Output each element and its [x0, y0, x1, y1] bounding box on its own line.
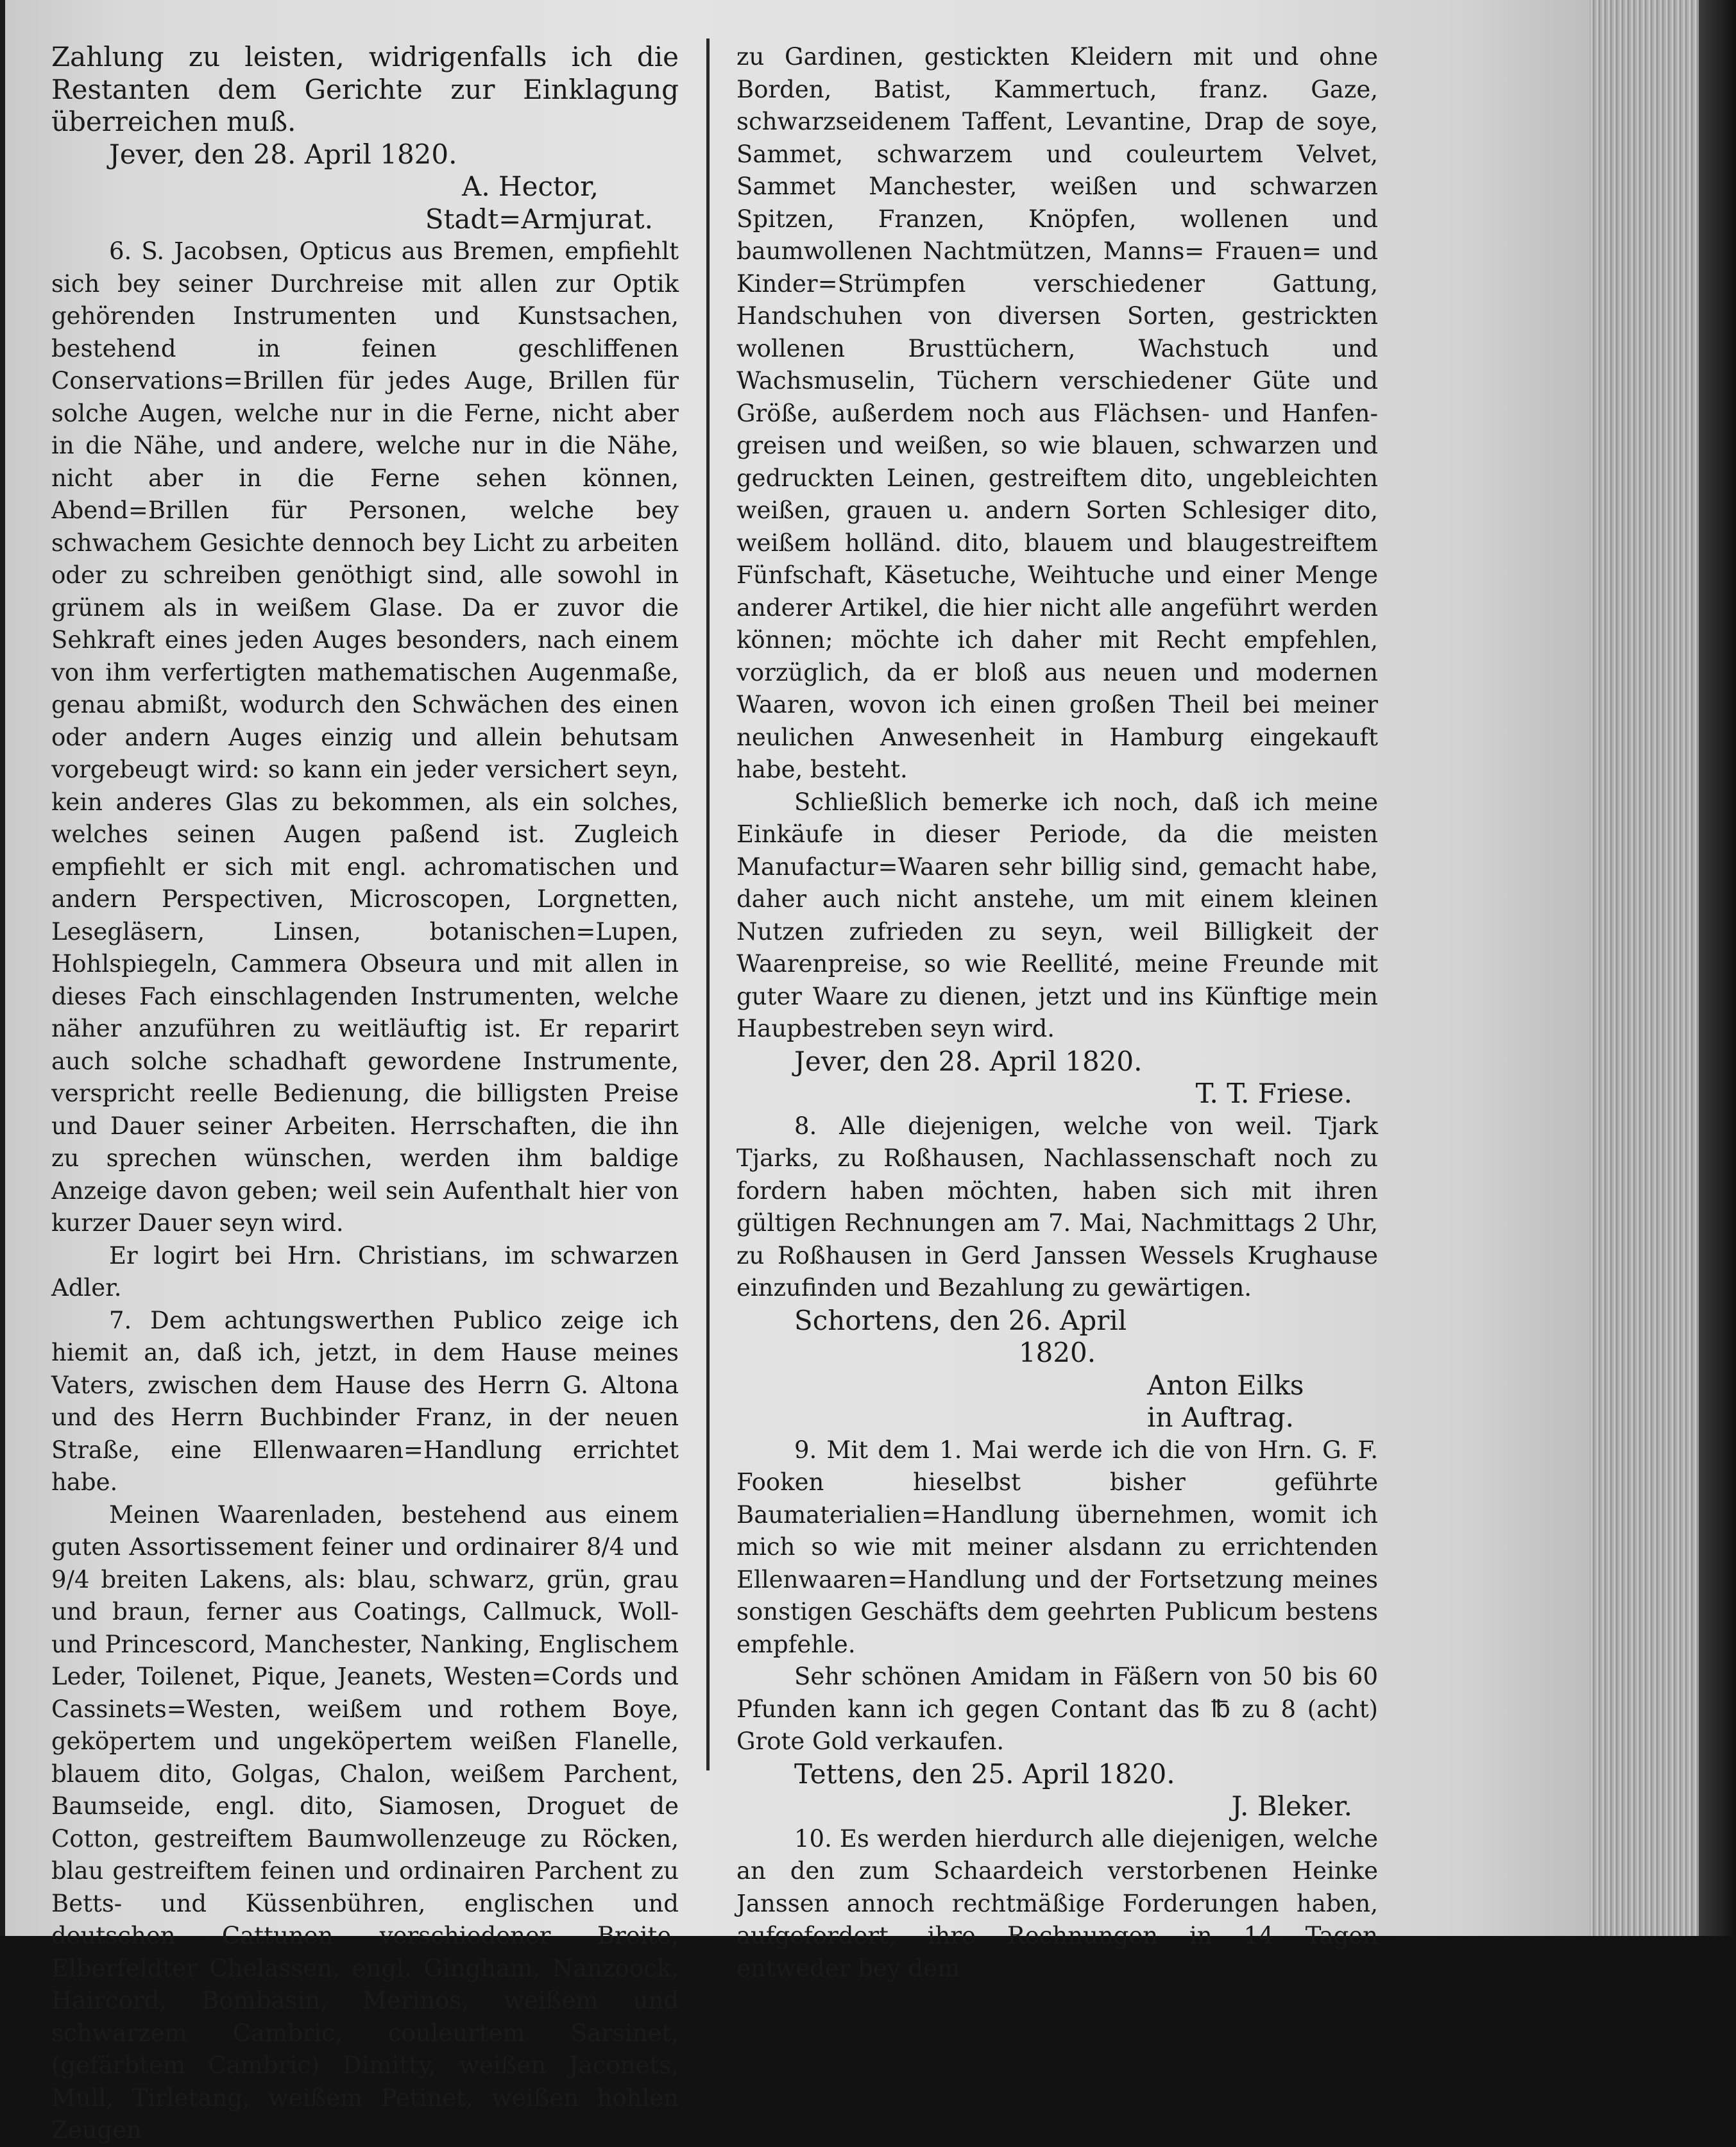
book-page-edges [1590, 0, 1699, 1936]
dateline-jever: Jever, den 28. April 1820. [109, 138, 457, 170]
advert-6-jacobsen: 6. S. Jacobsen, Opticus aus Bremen, empfiehlt sich bey seiner Durchreise mit allen zur Optik gehörenden Instrumenten und Kunstsachen, bestehend in feinen geschliffenen Conservations=Brillen für jedes Auge, Brillen für solche Augen, welche nur in die Ferne, nicht aber in die Nähe, und andere, welche nur in die Nähe, nicht aber in die Ferne sehen können, Abend=Brillen für Personen, welche bey schwachem Gesichte dennoch bey Licht zu arbeiten oder zu schreiben genöthigt sind, alle sowohl in grünem als in weißem Glase. Da er zuvor die Sehkraft eines jeden Auges besonders, nach einem von ihm verfertigten mathematischen Augenmaße, genau abmißt, wodurch den Schwächen des einen oder andern Auges einzig und allein behutsam vorgebeugt wird: so kann ein jeder versichert seyn, kein anderes Glas zu bekommen, als ein solches, welches seinen Augen paßend ist. Zugleich empfiehlt er sich mit engl. achromatischen und andern Perspectiven, Microscopen, Lorgnetten, Lesegläsern, Linsen, botanischen=Lupen, Hohlspiegeln, Cammera Obseura und mit allen in dieses Fach einschlagenden Instrumenten, welche näher anzuführen zu weitläuftig ist. Er reparirt auch solche schadhaft gewordene Instrumente, verspricht reelle Bedienung, die billigsten Preise und Dauer seiner Arbeiten. Herrschaften, die ihn zu sprechen wünschen, werden ihm baldige Anzeige davon geben; weil sein Aufenthalt hier von kurzer Dauer seyn wird. [51, 237, 679, 1237]
signature-title: Stadt=Armjurat. [425, 203, 653, 235]
dateline-schortens: Schortens, den 26. April [794, 1304, 1127, 1336]
advert-6-lodging: Er logirt bei Hrn. Christians, im schwarzen Adler. [51, 1241, 679, 1302]
signature-bleker: J. Bleker. [1231, 1790, 1352, 1822]
advert-7-goods: Meinen Waarenladen, bestehend aus einem guten Assortissement feiner und ordinairer 8/4 und 9/4 breiten Lakens, als: blau, schwarz, grün, grau und braun, ferner aus Coatings, Callmuck, Woll- und Princescord, Manchester, Nanking, Englischem Leder, Toilenet, Pique, Jeanets, Westen=Cords und Cassinets=Westen, weißem und rothem Boye, geköpertem und ungeköpertem weißen Flanelle, blauem dito, Golgas, Chalon, weißem Parchent, Baumseide, engl. dito, Siamosen, Droguet de Cotton, gestreiftem Baumwollenzeuge zu Röcken, blau gestreiftem feinen und ordinairen Parchent zu Betts- und Küssenbühren, englischen und deutschen Cattunen verschiedener Breite, Elberfeldter Chelassen, engl. Gingham, Nanzoock, Haircord, Bombasin, Merinos, weißem und schwarzem Cambric, couleurtem Sarsinet, (gefärbtem Cambric) Dimitty, weißen Jaconets, Mull, Tirletang, weißem Petinet, weißen hohlen Zeugen [51, 1500, 679, 2144]
newspaper-page [5, 0, 1590, 2144]
dateline-jever-2: Jever, den 28. April 1820. [794, 1045, 1143, 1077]
left-column [51, 41, 679, 2147]
advert-8-tjarks: 8. Alle diejenigen, welche von weil. Tjark Tjarks, zu Roßhausen, Nachlassenschaft noch zu fordern haben möchten, haben sich mit ihren gültigen Rechnungen am 7. Mai, Nachmittags 2 Uhr, zu Roßhausen in Gerd Janssen Wessels Krughause einzufinden und Bezahlung zu gewärtigen. [736, 1112, 1378, 1302]
advert-7-closing: Schließlich bemerke ich noch, daß ich meine Einkäufe in dieser Periode, da die meisten Manufactur=Waaren sehr billig sind, gemacht habe, daher auch nicht anstehe, um mit einem kleinen Nutzen zufrieden zu seyn, weil Billigkeit der Waarenpreise, so wie Reellité, meine Freunde mit guter Waare zu dienen, jetzt und ins Künftige mein Haupbestreben seyn wird. [736, 788, 1378, 1042]
signature-eilks: Anton Eilks [1147, 1369, 1304, 1401]
dateline-tettens: Tettens, den 25. April 1820. [794, 1758, 1175, 1790]
signature-eilks-role: in Auftrag. [1147, 1402, 1294, 1433]
signature-friese: T. T. Friese. [1195, 1078, 1352, 1109]
advert-9-bleker: 9. Mit dem 1. Mai werde ich die von Hrn. G. F. Fooken hieselbst bisher geführte Baumaterialien=Handlung übernehmen, womit ich mich so wie mit meiner alsdann zu errichtenden Ellenwaaren=Handlung und der Fortsetzung meines sonstigen Geschäfts dem geehrten Publicum bestens empfehle. [736, 1436, 1378, 1658]
dateline-year: 1820. [1018, 1337, 1096, 1368]
paragraph-payment-notice: Zahlung zu leisten, widrigenfalls ich die Restanten dem Gerichte zur Einklagung überreichen muß. [51, 41, 679, 137]
advert-7-intro: 7. Dem achtungswerthen Publico zeige ich hiemit an, daß ich, jetzt, in dem Hause meines Vaters, zwischen dem Hause des Herrn G. Altona und des Herrn Buchbinder Franz, in der neuen Straße, eine Ellenwaaren=Handlung errichtet habe. [51, 1306, 679, 1496]
advert-7-goods-continued: zu Gardinen, gestickten Kleidern mit und ohne Borden, Batist, Kammertuch, franz. Gaze, schwarzseidenem Taffent, Levantine, Drap de soye, Sammet, schwarzem und couleurtem Velvet, Sammet Manchester, weißen und schwarzen Spitzen, Franzen, Knöpfen, wollenen und baumwollenen Nachtmützen, Manns= Frauen= und Kinder=Strümpfen verschiedener Gattung, Handschuhen von diversen Sorten, gestrickten wollenen Brusttüchern, Wachstuch und Wachsmuselin, Tüchern verschiedener Güte und Größe, außerdem noch aus Flächsen- und Hanfen- greisen und weißen, so wie blauen, schwarzen und gedruckten Leinen, gestreiftem dito, ungebleichten weißen, grauen u. andern Sorten Schlesiger dito, weißem holländ. dito, blauem und blaugestreiftem Fünfschaft, Käsetuche, Weihtuche und einer Menge anderer Artikel, die hier nicht alle angeführt werden können; möchte ich daher mit Recht empfehlen, vorzüglich, da er bloß aus neuen und modernen Waaren, wovon ich einen großen Theil bei meiner neulichen Anwesenheit in Hamburg eingekauft habe, besteht. [736, 43, 1378, 783]
column-divider [706, 38, 710, 1770]
right-column [736, 41, 1378, 1985]
book-edge-shadow [1699, 0, 1736, 1936]
advert-10-janssen: 10. Es werden hierdurch alle diejenigen, welche an den zum Schaardeich verstorbenen Heinke Janssen annoch rechtmäßige Forderungen haben, aufgefordert, ihre Rechnungen in 14 Tagen entweder bey dem [736, 1824, 1378, 1982]
signature-hector: A. Hector, [462, 171, 599, 202]
advert-9-amidam: Sehr schönen Amidam in Fäßern von 50 bis 60 Pfunden kann ich gegen Contant das ℔ zu 8 (acht) Grote Gold verkaufen. [736, 1663, 1378, 1755]
